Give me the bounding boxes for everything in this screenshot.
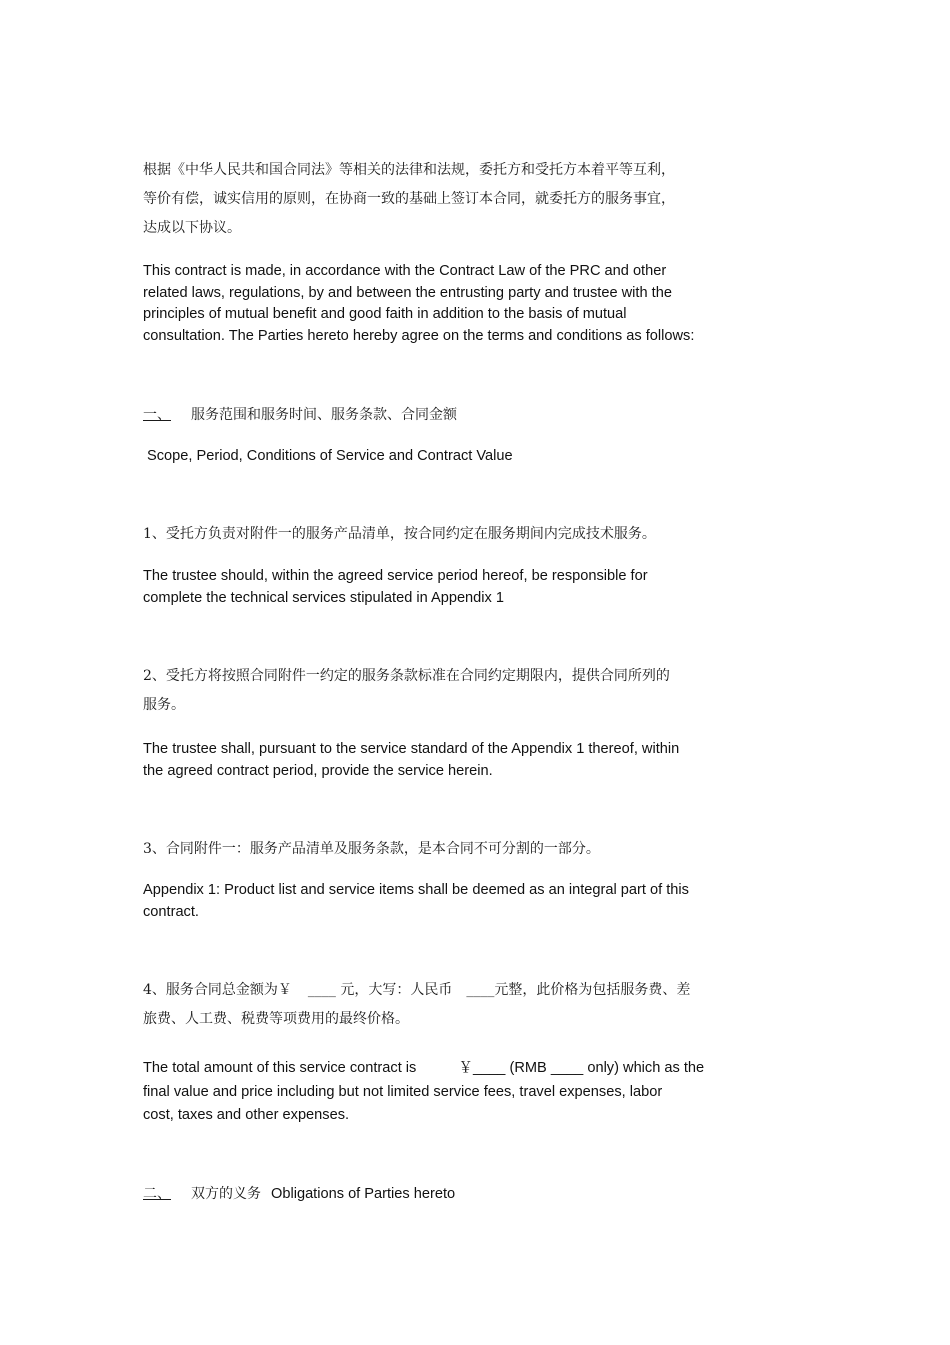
clause3-en [143,880,689,923]
clause4-en-line: cost, taxes and other expenses. [143,1107,350,1123]
section1-title-en: Scope, Period, Conditions of Service and Contract Value [147,448,513,464]
clause4-zh [143,976,690,1034]
clause2-en-line: the agreed contract period, provide the service herein. [143,762,493,779]
section2-title-en: Obligations of Parties hereto [271,1186,456,1202]
intro-zh [143,156,675,243]
clause1-en [143,566,648,609]
clause1-en-line: complete the technical services stipulated in Appendix 1 [143,589,505,606]
clause2-zh [143,662,670,720]
clause4-en [143,1057,704,1128]
clause1-zh-line: 1、受托方负责对附件一的服务产品清单，按合同约定在服务期间内完成技术服务。 [143,526,656,542]
section2-title-zh: 双方的义务 [191,1186,261,1202]
section1-number: 一、 [143,407,171,423]
intro-en-line: related laws, regulations, by and between the entrusting party and trustee with the [143,284,672,301]
section2-number: 二、 [143,1186,171,1202]
clause2-zh-line: 服务。 [143,697,185,713]
clause3-zh-line: 3、合同附件一：服务产品清单及服务条款，是本合同不可分割的一部分。 [143,841,600,857]
intro-en [143,261,694,347]
intro-zh-line: 根据《中华人民共和国合同法》等相关的法律和法规，委托方和受托方本着平等互利， [143,162,675,178]
section1-title-zh: 服务范围和服务时间、服务条款、合同金额 [191,407,457,423]
clause4-en-line: final value and price including but not limited service fees, travel expenses, labor [143,1083,663,1100]
clause4-zh-line: 4、服务合同总金额为￥ ____ 元，大写：人民币 ____元整，此价格为包括服务费、差 [143,982,691,998]
clause2-zh-line: 2、受托方将按照合同附件一约定的服务条款标准在合同约定期限内，提供合同所列的 [143,668,670,684]
intro-zh-line: 等价有偿，诚实信用的原则，在协商一致的基础上签订本合同，就委托方的服务事宜， [143,191,675,207]
clause3-en-line: Appendix 1: Product list and service items shall be deemed as an integral part of this [143,882,689,898]
intro-en-line: consultation. The Parties hereto hereby agree on the terms and conditions as follows: [143,327,695,344]
intro-en-line: This contract is made, in accordance with the Contract Law of the PRC and other [143,263,667,279]
clause3-en-line: contract. [143,903,199,920]
clause2-en [143,739,679,782]
clause4-zh-line: 旅费、人工费、税费等项费用的最终价格。 [143,1011,409,1027]
section1-heading [143,401,457,430]
section2-heading [143,1180,455,1209]
intro-zh-line: 达成以下协议。 [143,220,241,236]
clause3-zh [143,835,600,864]
clause4-en-line: The total amount of this service contract is ￥____ (RMB ____ only) which as the [143,1060,705,1076]
intro-en-line: principles of mutual benefit and good faith in addition to the basis of mutual [143,306,627,322]
clause1-en-line: The trustee should, within the agreed service period hereof, be responsible for [143,568,648,584]
clause2-en-line: The trustee shall, pursuant to the service standard of the Appendix 1 thereof, within [143,741,680,757]
clause1-zh [143,520,656,549]
